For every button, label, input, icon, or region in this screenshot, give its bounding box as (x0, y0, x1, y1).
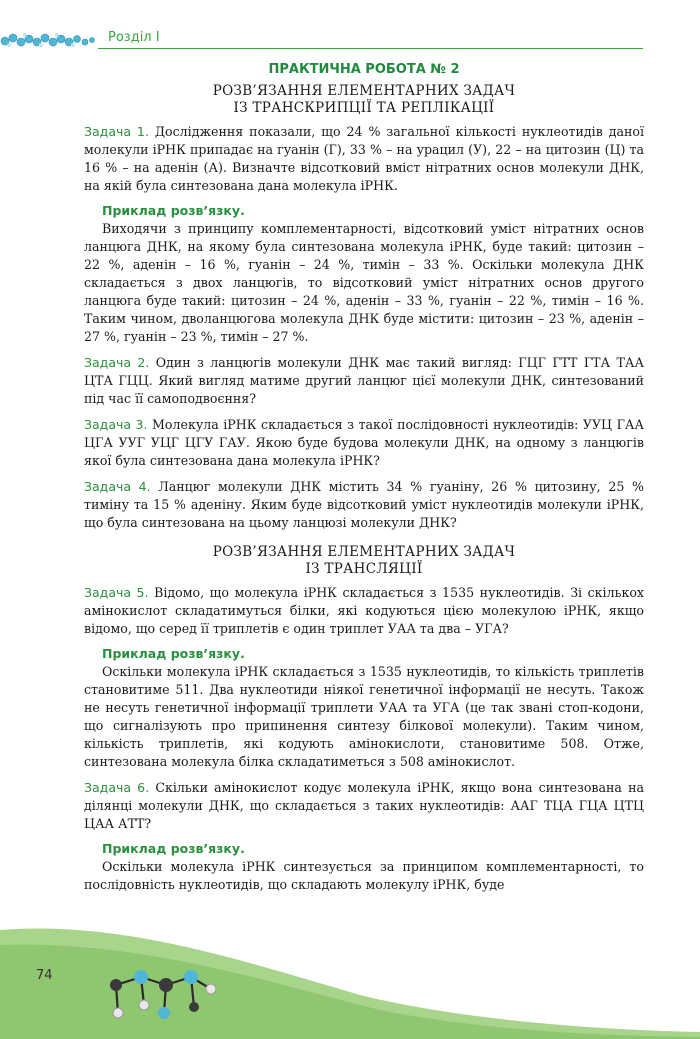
decorative-dots-icon (0, 30, 98, 50)
task-text: Скільки амінокислот кодує молекула іРНК, якщо вона синтезована на ділянці молекули ДНК, що складається з таких нуклеотидів: ААГ ТЦА ГЦА ЦТЦ ЦАА АТТ? (84, 780, 644, 831)
heading-line: ІЗ ТРАНСКРИПЦІЇ ТА РЕПЛІКАЦІЇ (233, 100, 495, 116)
task-text: Один з ланцюгів молекули ДНК має такий вигляд: ГЦГ ГТТ ГТА ТАА ЦТА ГЦЦ. Який вигляд матиме другий ланцюг цієї молекули ДНК, синтезований під час її самоподвоєння? (84, 355, 644, 406)
header-rule (98, 48, 643, 49)
task-1 (84, 123, 644, 195)
task-label: Задача 1. (84, 124, 149, 139)
heading-transcription (84, 83, 644, 117)
practical-title: ПРАКТИЧНА РОБОТА № 2 (268, 62, 460, 77)
example-label: Приклад розв’язку. (102, 841, 245, 856)
task-label: Задача 3. (84, 417, 148, 432)
task-text: Дослідження показали, що 24 % загальної кількості нуклеотидів даної молекули іРНК припадає на гуанін (Г), 33 % – на урацил (У), 22 – на цитозин (Ц) та 16 % – на аденін (А). Визначте відсотковий вміст нітратних основ молекули ДНК, на якій була синтезована дана молекула іРНК. (84, 124, 644, 193)
heading-line: РОЗВ’ЯЗАННЯ ЕЛЕМЕНТАРНИХ ЗАДАЧ (212, 544, 516, 560)
task-3 (84, 416, 644, 470)
page-number: 74 (36, 968, 53, 983)
task-2 (84, 354, 644, 408)
molecule-icon (96, 955, 226, 1035)
example-label: Приклад розв’язку. (102, 203, 245, 218)
solution-6: Оскільки молекула іРНК синтезується за принципом комплементарності, то послідовність нуклеотидів, що складають молекулу іРНК, буде (84, 859, 644, 892)
task-label: Задача 4. (84, 479, 151, 494)
task-label: Задача 2. (84, 355, 150, 370)
solution-1: Виходячи з принципу комплементарності, відсотковий уміст нітратних основ ланцюга ДНК, на якому була синтезована молекула іРНК, буде такий: цитозин – 22 %, аденін – 16 %, гуанін – 24 %, тимін – 33 %. Оскільки молекула ДНК складається з двох ланцюгів, то відсотковий уміст нітратних основ другого ланцюга буде такий: цитозин – 24 %, аденін – 33 %, гуанін – 22 %, тимін – 16 %. Таким чином, дволанцюгова молекула ДНК буде містити: цитозин – 23 %, аденін – 27 %, гуанін – 23 %, тимін – 27 %. (84, 221, 644, 344)
heading-line: ІЗ ТРАНСЛЯЦІЇ (305, 561, 423, 577)
heading-line: РОЗВ’ЯЗАННЯ ЕЛЕМЕНТАРНИХ ЗАДАЧ (212, 83, 516, 99)
task-6 (84, 779, 644, 833)
page-header (0, 30, 700, 58)
page-content (84, 62, 644, 902)
solution-5: Оскільки молекула іРНК складається з 1535 нуклеотидів, то кількість триплетів становитиме 511. Два нуклеотиди ніякої генетичної інформації не несуть. Також не несуть генетичної інформації триплети УАА та УГА (це так звані стоп-кодони, що сигналізують про припинення синтезу білкової молекули). Таким чином, кількість триплетів, які кодують амінокислоти, становитиме 508. Отже, синтезована молекула білка складатиметься з 508 амінокислот. (84, 664, 644, 769)
task-4 (84, 478, 644, 532)
task-5 (84, 584, 644, 638)
example-label: Приклад розв’язку. (102, 646, 245, 661)
task-text: Ланцюг молекули ДНК містить 34 % гуаніну, 26 % цитозину, 25 % тиміну та 15 % аденіну. Яким буде відсотковий уміст нуклеотидів молекули іРНК, що була синтезована на цьому ланцюзі молекули ДНК? (84, 479, 644, 530)
task-label: Задача 6. (84, 780, 150, 795)
task-label: Задача 5. (84, 585, 149, 600)
task-text: Молекула іРНК складається з такої послідовності нуклеотидів: УУЦ ГАА ЦГА УУГ УЦГ ЦГУ ГАУ. Якою буде будова молекули ДНК, на одному з ланцюгів якої була синтезована дана молекула іРНК? (84, 417, 644, 468)
task-text: Відомо, що молекула іРНК складається з 1535 нуклеотидів. Зі скількох амінокислот складатимуться білки, які кодуються цією молекулою іРНК, якщо відомо, що серед її триплетів є один триплет УАА та два – УГА? (84, 585, 644, 636)
heading-translation (84, 544, 644, 578)
section-label: Розділ І (108, 30, 160, 45)
